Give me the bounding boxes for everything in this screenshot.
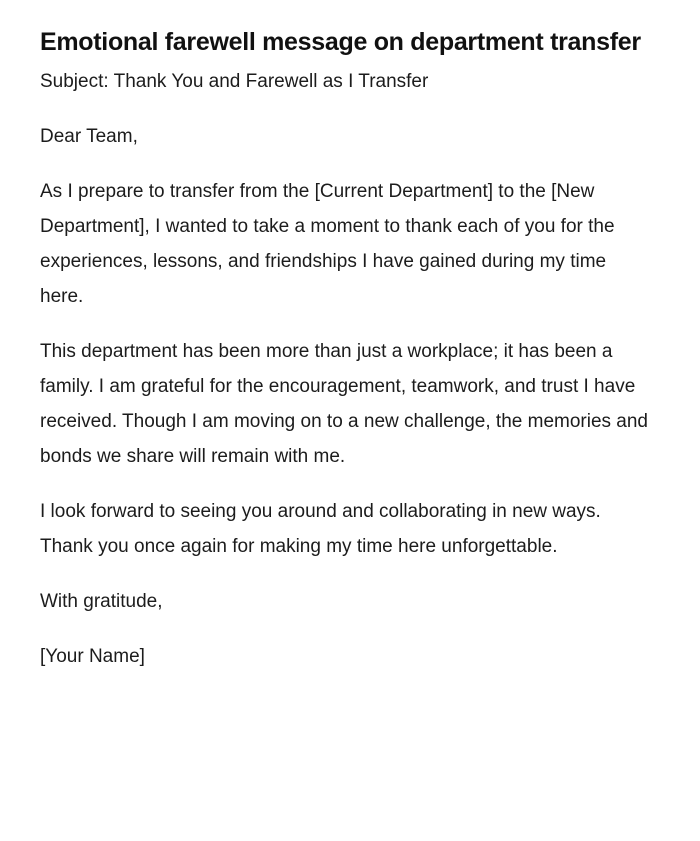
page-title: Emotional farewell message on department transfer bbox=[40, 28, 641, 56]
letter-document bbox=[40, 20, 650, 674]
greeting: Dear Team, bbox=[40, 126, 138, 147]
subject-line: Subject: Thank You and Farewell as I Transfer bbox=[40, 71, 429, 92]
body-paragraph-2: This department has been more than just a workplace; it has been a family. I am grateful for the encouragement, teamwork, and trust I have received. Though I am moving on to a new challenge, the memories and bonds we share will remain with me. bbox=[40, 341, 648, 467]
body-paragraph-3: I look forward to seeing you around and collaborating in new ways. Thank you once again for making my time here unforgettable. bbox=[40, 501, 601, 557]
signature-placeholder: [Your Name] bbox=[40, 646, 145, 667]
closing-line: With gratitude, bbox=[40, 591, 163, 612]
body-paragraph-1: As I prepare to transfer from the [Current Department] to the [New Department], I wanted to take a moment to thank each of you for the experiences, lessons, and friendships I have gained during my time here. bbox=[40, 181, 615, 307]
